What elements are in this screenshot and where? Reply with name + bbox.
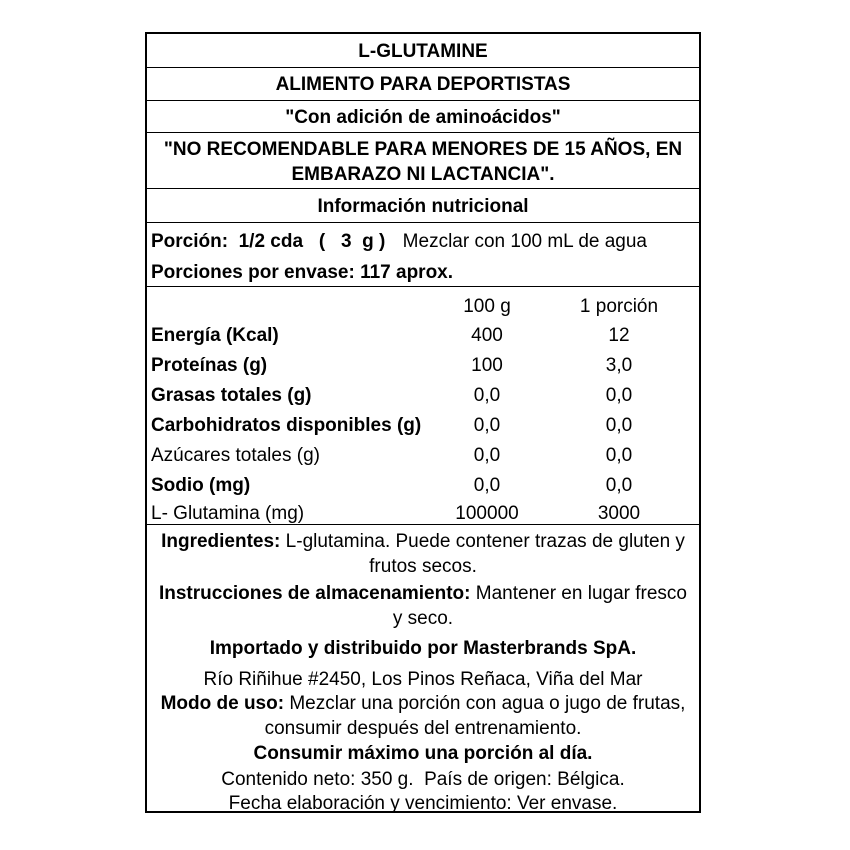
portion-line <box>151 231 647 253</box>
nutrient-per-portion: 0,0 <box>605 445 633 466</box>
address: Río Riñihue #2450, Los Pinos Reñaca, Viña del Mar <box>203 669 643 690</box>
ingredients-label: Ingredientes: <box>161 531 281 552</box>
storage-text-2: y seco. <box>392 608 454 629</box>
storage-block <box>147 581 699 631</box>
nutrient-per-portion: 3,0 <box>605 355 633 376</box>
product-name-row <box>147 34 699 68</box>
nutrient-per100: 400 <box>471 325 503 346</box>
nutrient-per-portion: 0,0 <box>605 385 633 406</box>
nutrient-name: Grasas totales (g) <box>151 385 312 406</box>
usage-label: Modo de uso: <box>160 693 285 714</box>
nutrient-name: L- Glutamina (mg) <box>151 503 305 524</box>
usage-block <box>147 691 699 741</box>
usage-line-1 <box>147 691 699 716</box>
servings-label: Porciones por envase: 117 aprox. <box>151 262 454 283</box>
portion-row <box>147 223 699 287</box>
header-per-portion: 1 porción <box>579 296 659 317</box>
usage-text-1: Mezclar una porción con agua o jugo de frutas, <box>284 693 686 714</box>
net-content: Contenido neto: 350 g. País de origen: Bélgica. <box>221 769 625 790</box>
ingredients-block <box>147 529 699 579</box>
nutrient-per100: 0,0 <box>473 385 501 406</box>
category-row <box>147 68 699 101</box>
portion-note: Mezclar con 100 mL de agua <box>402 231 647 252</box>
nutrition-title: Información nutricional <box>317 196 529 217</box>
nutrition-title-row <box>147 189 699 223</box>
importer: Importado y distribuido por Masterbrands SpA. <box>209 638 637 659</box>
nutrient-per-portion: 3000 <box>597 503 641 524</box>
nutrient-per100: 100 <box>471 355 503 376</box>
product-claim: "Con adición de aminoácidos" <box>285 107 561 128</box>
storage-line-1 <box>147 581 699 606</box>
usage-text-2: consumir después del entrenamiento. <box>264 718 582 739</box>
portion-label: Porción: 1/2 cda ( 3 g ) <box>151 231 386 252</box>
ingredients-text-2: frutos secos. <box>369 556 477 577</box>
claim-row <box>147 101 699 133</box>
nutrient-per-portion: 0,0 <box>605 415 633 436</box>
nutrient-per-portion: 12 <box>608 325 630 346</box>
storage-label: Instrucciones de almacenamiento: <box>158 583 471 604</box>
ingredients-text-1: L-glutamina. Puede contener trazas de gluten y <box>280 531 685 552</box>
warning-row <box>147 133 699 189</box>
nutrient-per100: 100000 <box>455 503 519 524</box>
max-dose: Consumir máximo una porción al día. <box>253 743 593 764</box>
nutrient-per100: 0,0 <box>473 475 501 496</box>
storage-text-1: Mantener en lugar fresco <box>470 583 687 604</box>
product-category: ALIMENTO PARA DEPORTISTAS <box>275 74 571 95</box>
nutrient-name: Azúcares totales (g) <box>151 445 320 466</box>
warning-line-2: EMBARAZO NI LACTANCIA". <box>291 164 555 185</box>
product-name: L-GLUTAMINE <box>358 41 488 62</box>
nutrient-name: Sodio (mg) <box>151 475 251 496</box>
nutrient-table <box>147 287 699 525</box>
dates: Fecha elaboración y vencimiento: Ver envase. <box>228 793 618 814</box>
nutrient-name: Carbohidratos disponibles (g) <box>151 415 422 436</box>
nutrient-per100: 0,0 <box>473 415 501 436</box>
nutrient-name: Energía (Kcal) <box>151 325 279 346</box>
ingredients-line-1 <box>147 529 699 554</box>
warning-line-1: "NO RECOMENDABLE PARA MENORES DE 15 AÑOS, EN <box>163 139 683 160</box>
header-per-100g: 100 g <box>463 296 511 317</box>
nutrient-name: Proteínas (g) <box>151 355 268 376</box>
nutrient-per100: 0,0 <box>473 445 501 466</box>
nutrition-label <box>145 32 701 813</box>
nutrient-per-portion: 0,0 <box>605 475 633 496</box>
